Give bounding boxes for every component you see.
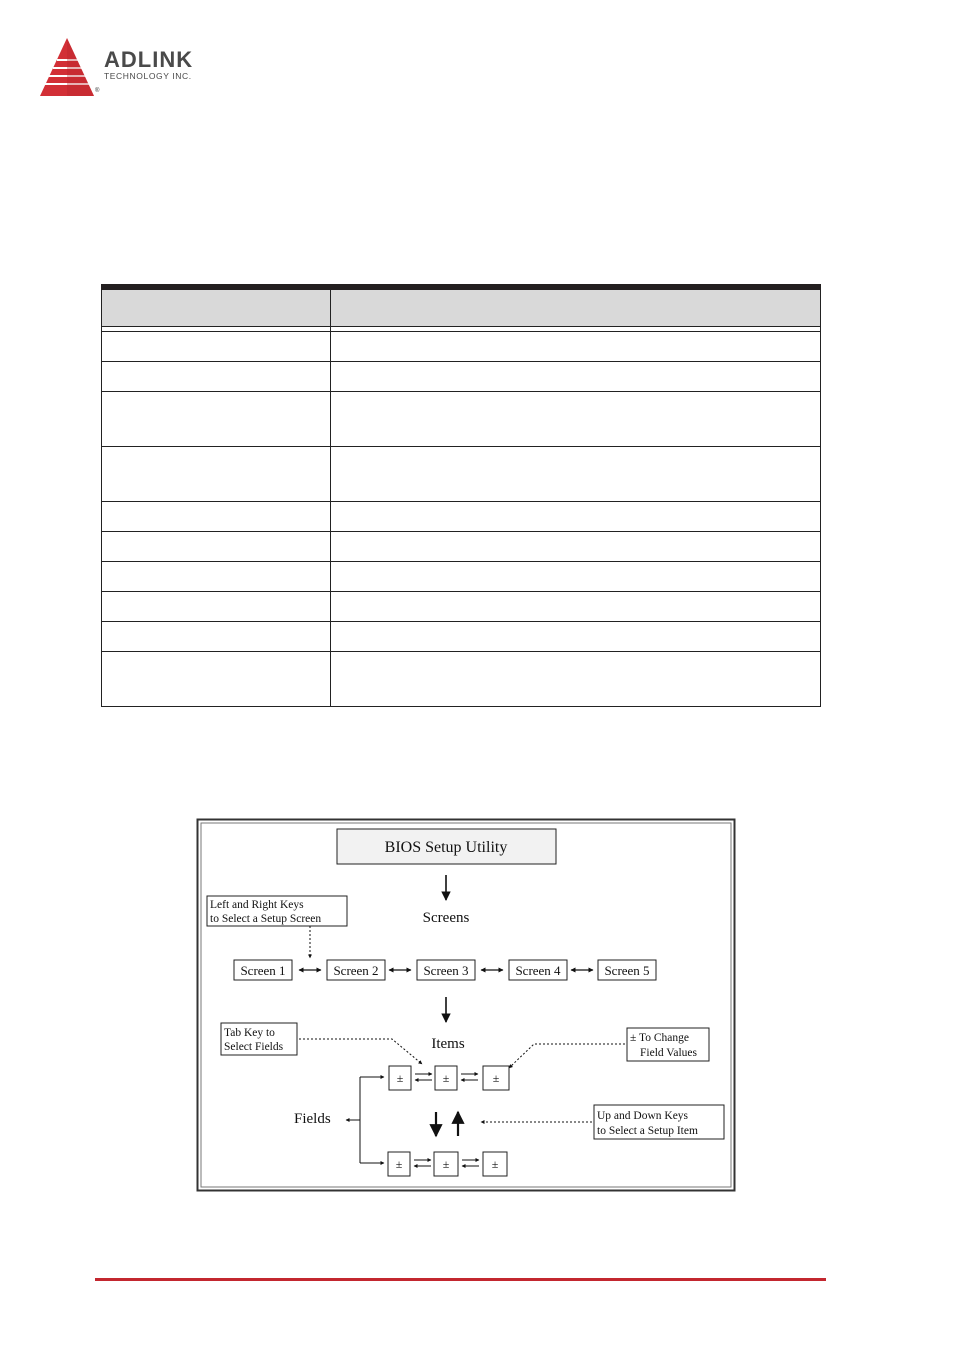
table-cell-key — [102, 392, 331, 447]
table-row — [102, 622, 821, 652]
table-cell-function — [331, 562, 821, 592]
table-row — [102, 502, 821, 532]
table-cell-key — [102, 622, 331, 652]
change-values-note-line2: Field Values — [640, 1047, 697, 1059]
table-cell-key — [102, 362, 331, 392]
field-symbol: ± — [442, 1157, 450, 1171]
table-cell-key — [102, 532, 331, 562]
change-values-note-line1: ± To Change — [630, 1032, 689, 1044]
table-cell-function — [331, 447, 821, 502]
screen-5-label: Screen 5 — [604, 963, 650, 978]
table-cell-function — [331, 622, 821, 652]
field-symbol: ± — [442, 1071, 450, 1085]
dotted-pointer-icon — [509, 1044, 625, 1068]
registered-mark: ® — [95, 88, 100, 94]
screen-4-label: Screen 4 — [515, 963, 561, 978]
items-label: Items — [431, 1036, 465, 1052]
tab-key-note-line2: Select Fields — [224, 1041, 284, 1053]
table-cell-key — [102, 652, 331, 707]
table-cell-function — [331, 532, 821, 562]
table-row — [102, 652, 821, 707]
brand-subtitle: TECHNOLOGY INC. — [104, 71, 192, 81]
screen-1-label: Screen 1 — [240, 963, 286, 978]
bios-title: BIOS Setup Utility — [384, 839, 508, 856]
adlink-logo — [38, 36, 238, 100]
table-cell-function — [331, 502, 821, 532]
up-down-keys-note-line2: to Select a Setup Item — [597, 1125, 698, 1137]
dotted-pointer-icon — [299, 1039, 422, 1064]
table-cell-function — [331, 652, 821, 707]
footer-rule — [95, 1278, 826, 1281]
table-header-row — [102, 287, 821, 327]
table-header-function — [331, 287, 821, 327]
table-row — [102, 392, 821, 447]
table-cell-function — [331, 392, 821, 447]
field-symbol: ± — [491, 1157, 499, 1171]
bios-key-table — [101, 284, 821, 707]
table-header-key — [102, 287, 331, 327]
table-row — [102, 362, 821, 392]
field-symbol: ± — [396, 1071, 404, 1085]
bios-navigation-diagram — [196, 818, 736, 1192]
table-cell-key — [102, 332, 331, 362]
table-cell-function — [331, 362, 821, 392]
screens-label: Screens — [422, 910, 470, 926]
lr-keys-note-line2: to Select a Setup Screen — [210, 913, 322, 925]
brand-name: ADLINK — [104, 47, 194, 72]
tab-key-note-line1: Tab Key to — [224, 1027, 275, 1039]
table-cell-function — [331, 332, 821, 362]
field-symbol: ± — [492, 1071, 500, 1085]
field-symbol: ± — [395, 1157, 403, 1171]
table-cell-key — [102, 502, 331, 532]
table-row — [102, 532, 821, 562]
table-cell-key — [102, 592, 331, 622]
table-row — [102, 447, 821, 502]
table-cell-key — [102, 562, 331, 592]
table-row — [102, 332, 821, 362]
screen-2-label: Screen 2 — [333, 963, 379, 978]
lr-keys-note-line1: Left and Right Keys — [210, 899, 304, 911]
table-cell-key — [102, 447, 331, 502]
fields-label: Fields — [294, 1111, 331, 1127]
screen-3-label: Screen 3 — [423, 963, 469, 978]
table-cell-function — [331, 592, 821, 622]
table-row — [102, 592, 821, 622]
logo-triangle-icon — [38, 36, 98, 98]
table-row — [102, 562, 821, 592]
up-down-keys-note-line1: Up and Down Keys — [597, 1110, 689, 1122]
